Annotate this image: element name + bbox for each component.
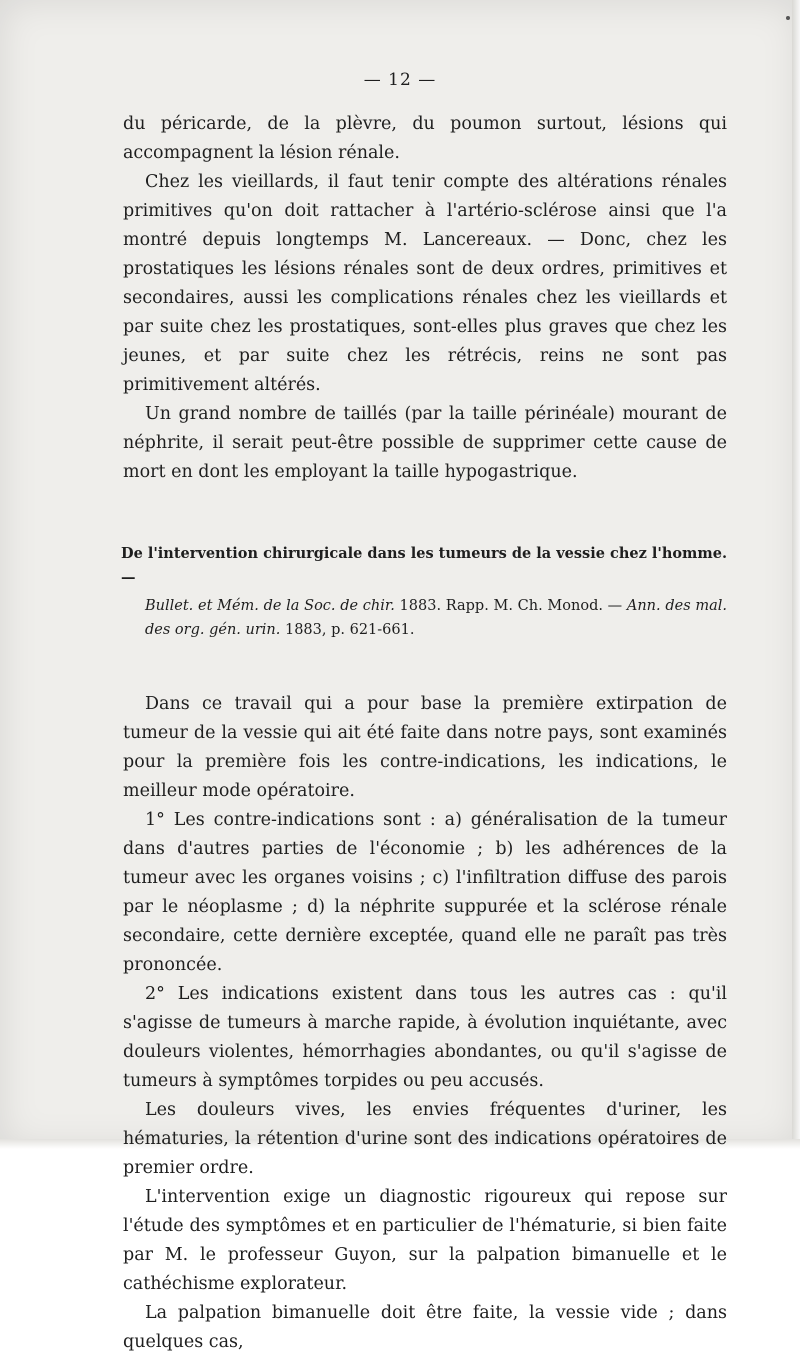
reference-journal-2: Ann. des mal. des org. gén. urin.	[145, 598, 727, 638]
reference-details: 1883. Rapp. M. Ch. Monod. —	[394, 598, 627, 614]
page-edge-right	[792, 0, 800, 1149]
paragraph-6: La palpation bimanuelle doit être faite, la vessie vide ; dans quelques cas,	[123, 1303, 727, 1352]
reference-details-2: 1883, p. 621-661.	[280, 622, 415, 638]
paragraph-5: L'intervention exige un diagnostic rigoureux qui repose sur l'étude des symptômes et en particulier de l'hématurie, si bien faite par M. le professeur Guyon, sur la palpation bimanuelle et le cathéchisme explorateur.	[123, 1187, 727, 1294]
reference-citation	[145, 594, 727, 642]
paragraph-4: Les douleurs vives, les envies fréquentes d'uriner, les hématuries, la rétention d'urine sont des indications opératoires de premier ordre.	[123, 1100, 727, 1178]
paragraph-top-1: du péricarde, de la plèvre, du poumon surtout, lésions qui accompagnent la lésion rénale.	[123, 114, 727, 163]
paragraph-2: 1° Les contre-indications sont : a) généralisation de la tumeur dans d'autres parties de l'économie ; b) les adhérences de la tumeur avec les organes voisins ; c) l'infiltration diffuse des parois par le néoplasme ; d) la néphrite suppurée et la sclérose rénale secondaire, cette dernière exceptée, quand elle ne paraît pas très prononcée.	[123, 810, 727, 975]
page-number: — 12 —	[363, 70, 437, 90]
paragraph-3: 2° Les indications existent dans tous les autres cas : qu'il s'agisse de tumeurs à marche rapide, à évolution inquiétante, avec douleurs violentes, hémorrhagies abondantes, ou qu'il s'agisse de tumeurs à symptômes torpides ou peu accusés.	[123, 984, 727, 1091]
paragraph-top-3: Un grand nombre de taillés (par la taille périnéale) mourant de néphrite, il serait peut-être possible de supprimer cette cause de mort en dont les employant la taille hypogastrique.	[123, 404, 727, 482]
section-title: De l'intervention chirurgicale dans les tumeurs de la vessie chez l'homme. —	[121, 545, 727, 586]
speck-mark	[786, 16, 790, 20]
reference-journal: Bullet. et Mém. de la Soc. de chir.	[145, 598, 395, 614]
paragraph-1: Dans ce travail qui a pour base la première extirpation de tumeur de la vessie qui ait été faite dans notre pays, sont examinés pour la première fois les contre-indications, les indications, le meilleur mode opératoire.	[123, 694, 727, 801]
page-body	[123, 110, 727, 1357]
paragraph-top-2: Chez les vieillards, il faut tenir compte des altérations rénales primitives qu'on doit rattacher à l'artério-sclérose ainsi que l'a montré depuis longtemps M. Lancereaux. — Donc, chez les prostatiques les lésions rénales sont de deux ordres, primitives et secondaires, aussi les complications rénales chez les vieillards et par suite chez les prostatiques, sont-elles plus graves que chez les jeunes, et par suite chez les rétrécis, reins ne sont pas primitivement altérés.	[123, 172, 727, 395]
